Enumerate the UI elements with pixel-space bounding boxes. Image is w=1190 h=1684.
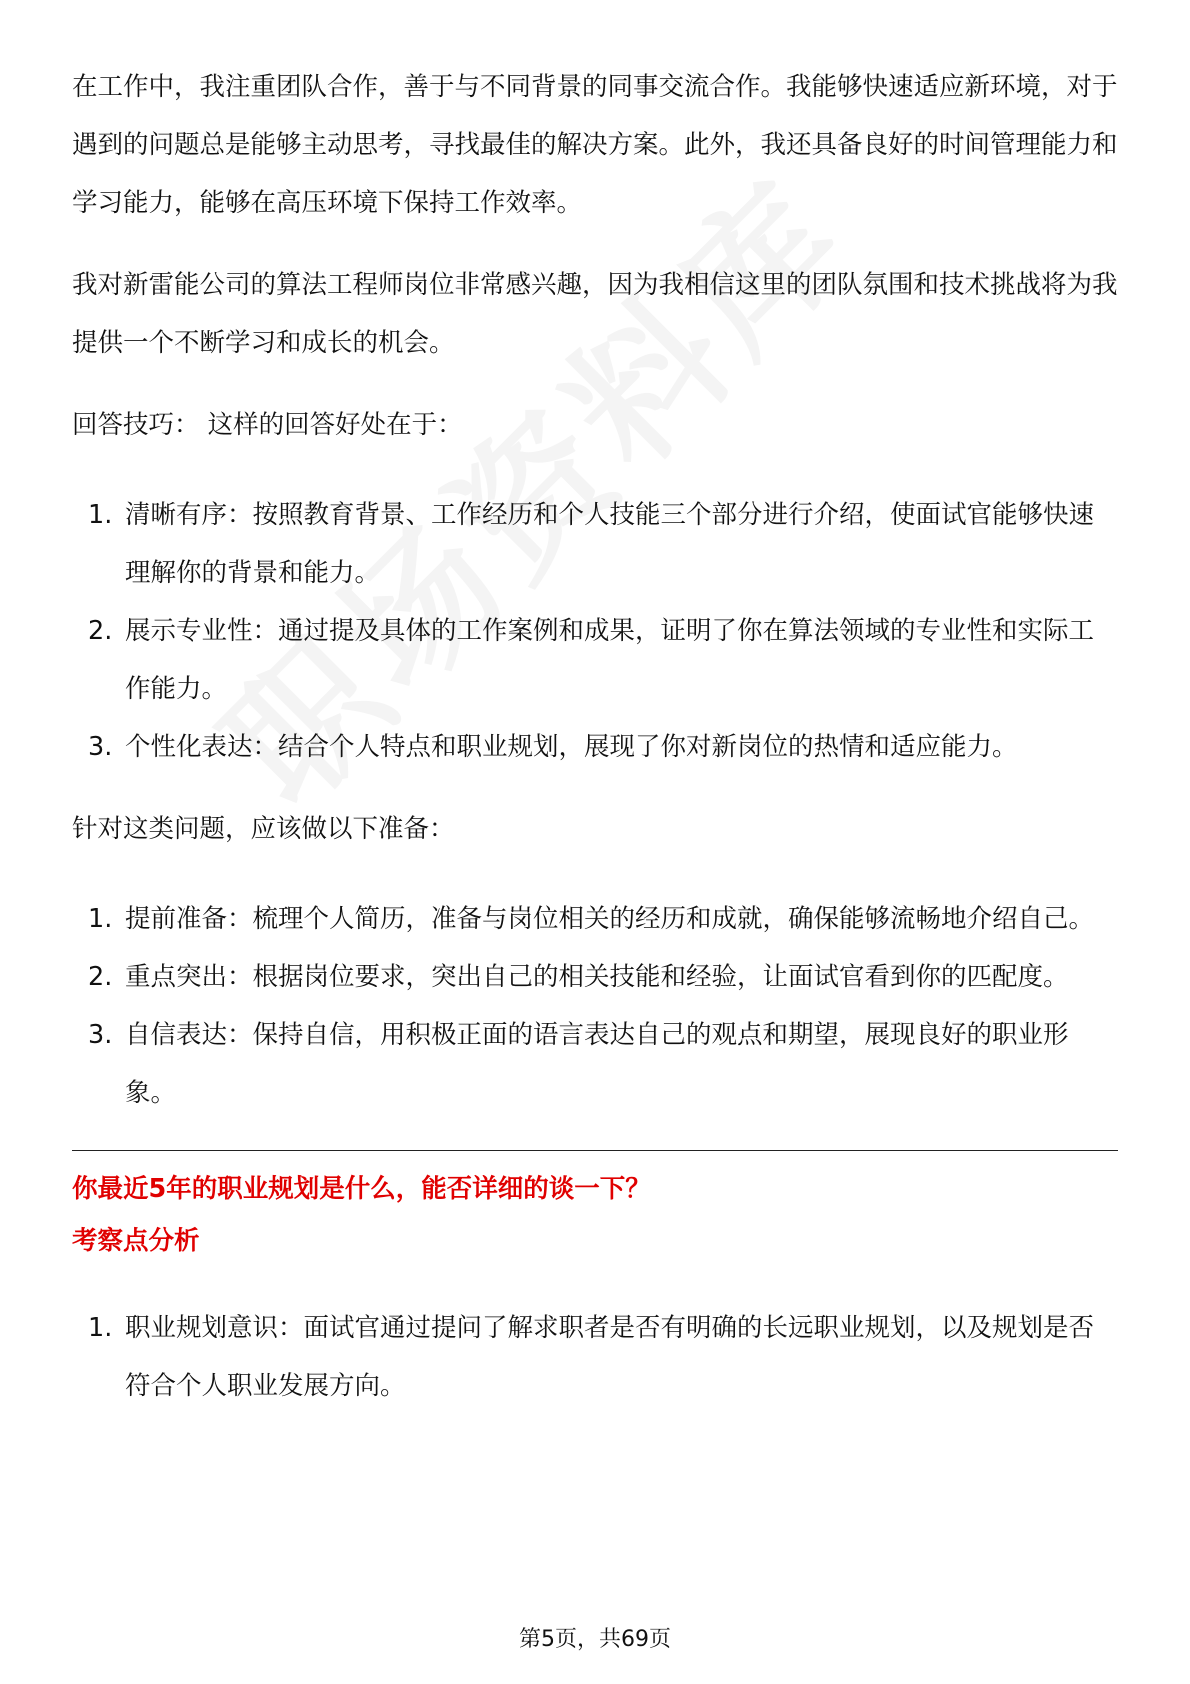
list-text: 提前准备：梳理个人简历，准备与岗位相关的经历和成就，确保能够流畅地介绍自己。 (125, 904, 1095, 934)
paragraph-interest: 我对新雷能公司的算法工程师岗位非常感兴趣，因为我相信这里的团队氛围和技术挑战将为我提供一个不断学习和成长的机会。 (72, 270, 1118, 358)
analysis-heading: 考察点分析 (72, 1226, 200, 1256)
list-text: 职业规划意识：面试官通过提问了解求职者是否有明确的长远职业规划，以及规划是否符合个人职业发展方向。 (125, 1313, 1095, 1401)
prep-list (72, 890, 1118, 1122)
list-text: 自信表达：保持自信，用积极正面的语言表达自己的观点和期望，展现良好的职业形象。 (125, 1020, 1069, 1108)
question-title: 你最近5年的职业规划是什么，能否详细的谈一下？ (72, 1174, 651, 1204)
section-divider (72, 1150, 1118, 1151)
list-item (72, 718, 1118, 776)
list-item (72, 1006, 1118, 1122)
list-number: 2. (88, 616, 113, 646)
list-number: 3. (88, 1020, 113, 1050)
list-number: 1. (88, 1313, 113, 1343)
list-number: 1. (88, 500, 113, 530)
paragraph-teamwork: 在工作中，我注重团队合作，善于与不同背景的同事交流合作。我能够快速适应新环境，对于遇到的问题总是能够主动思考，寻找最佳的解决方案。此外，我还具备良好的时间管理能力和学习能力，能够在高压环境下保持工作效率。 (72, 72, 1118, 218)
list-number: 2. (88, 962, 113, 992)
tips-list (72, 486, 1118, 776)
list-text: 重点突出：根据岗位要求，突出自己的相关技能和经验，让面试官看到你的匹配度。 (125, 962, 1069, 992)
page-content (72, 58, 1118, 1415)
list-item (72, 602, 1118, 718)
list-text: 清晰有序：按照教育背景、工作经历和个人技能三个部分进行介绍，使面试官能够快速理解你的背景和能力。 (125, 500, 1095, 588)
prep-heading: 针对这类问题，应该做以下准备： (72, 814, 455, 844)
page-footer: 第5页，共69页 (519, 1627, 671, 1652)
list-number: 1. (88, 904, 113, 934)
list-text: 个性化表达：结合个人特点和职业规划，展现了你对新岗位的热情和适应能力。 (125, 732, 1018, 762)
list-item (72, 1299, 1118, 1415)
list-item (72, 486, 1118, 602)
list-item (72, 948, 1118, 1006)
analysis-list (72, 1299, 1118, 1415)
list-item (72, 890, 1118, 948)
list-text: 展示专业性：通过提及具体的工作案例和成果，证明了你在算法领域的专业性和实际工作能力。 (125, 616, 1095, 704)
list-number: 3. (88, 732, 113, 762)
tips-heading: 回答技巧： 这样的回答好处在于： (72, 410, 463, 440)
